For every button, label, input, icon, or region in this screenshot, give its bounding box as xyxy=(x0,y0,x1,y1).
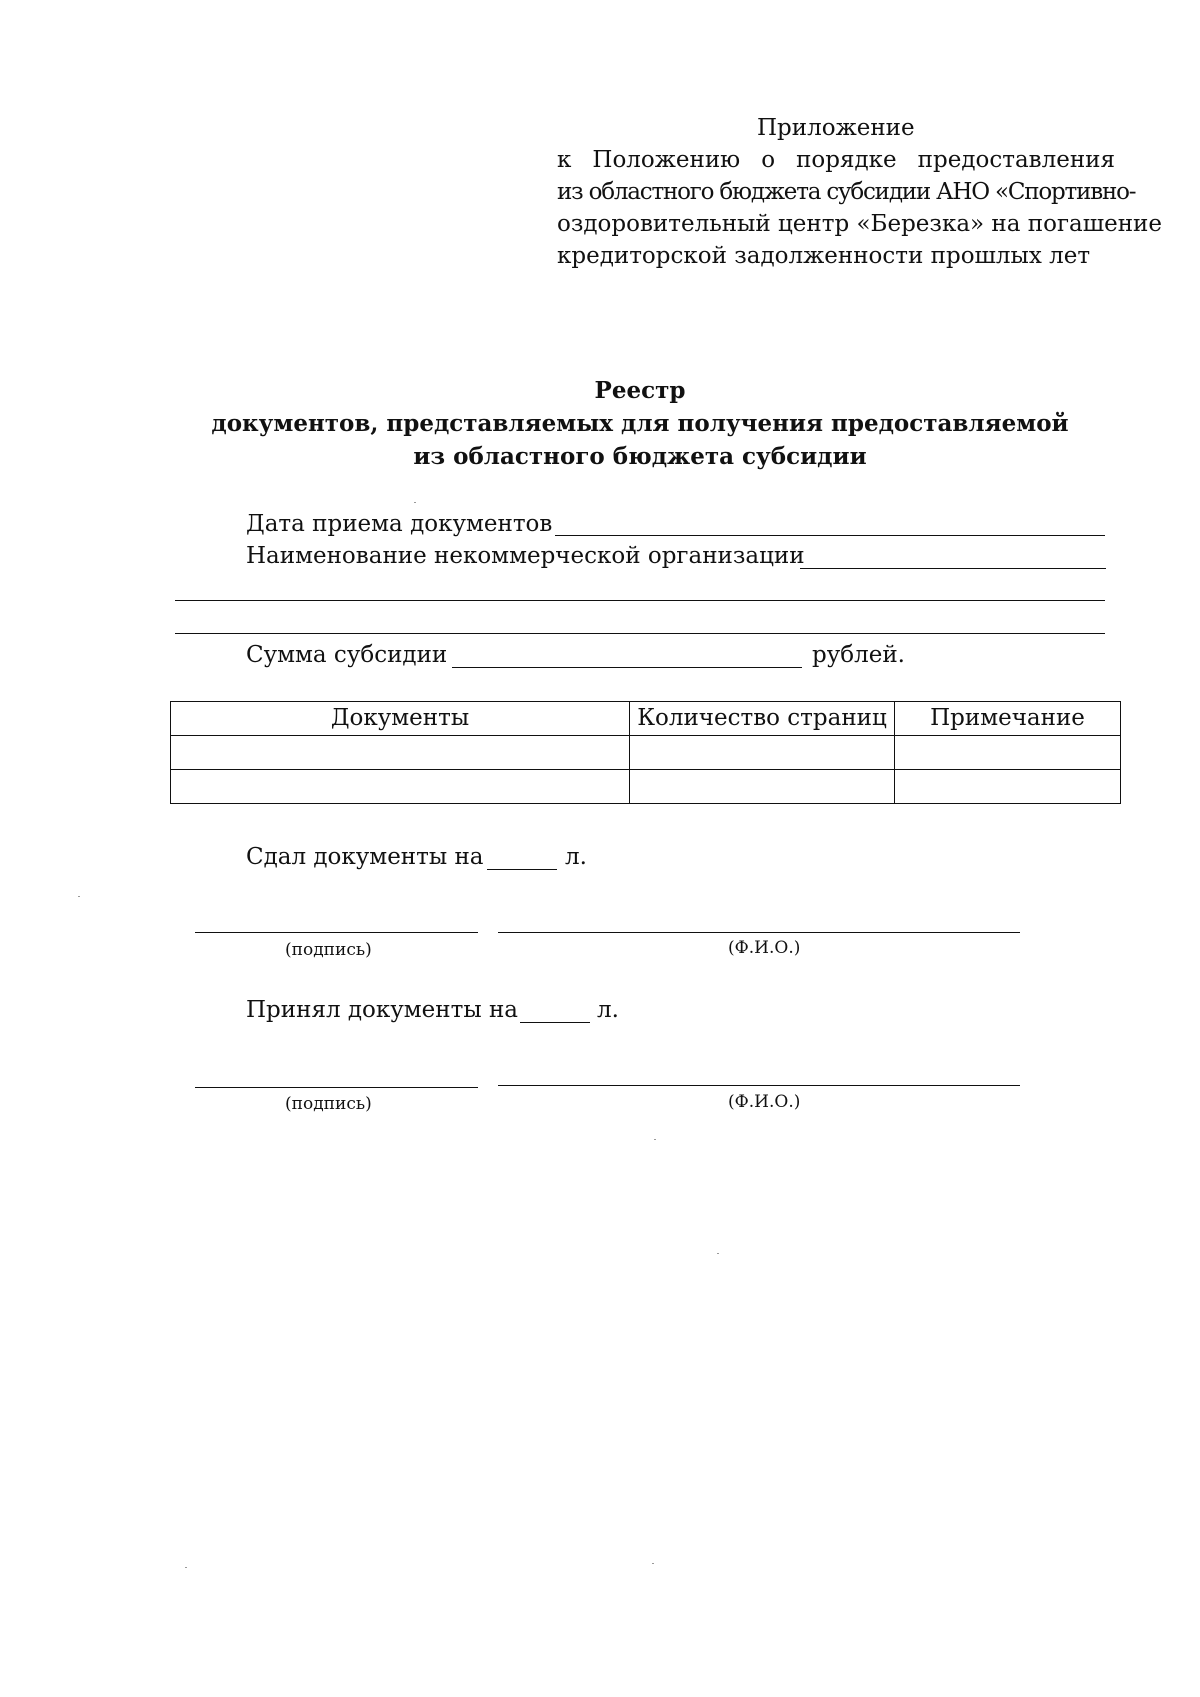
receipt-suffix: л. xyxy=(597,997,619,1023)
documents-table xyxy=(170,701,1121,804)
handover-signature-caption: (подпись) xyxy=(285,940,372,960)
handover-name-caption: (Ф.И.О.) xyxy=(728,938,801,958)
heading-title: Реестр xyxy=(594,377,686,404)
org-name-field-line-3[interactable] xyxy=(175,633,1105,634)
table-cell[interactable] xyxy=(895,770,1121,804)
heading-subtitle: документов, представляемых для получения предоставляемой xyxy=(211,410,1069,437)
header-documents: Документы xyxy=(171,702,630,736)
scan-speck xyxy=(414,502,416,503)
org-name-field-line[interactable] xyxy=(800,568,1106,569)
org-name-field-line-2[interactable] xyxy=(175,600,1105,601)
handover-name-line[interactable] xyxy=(498,932,1020,933)
document-heading xyxy=(200,374,1080,473)
org-name-label: Наименование некоммерческой организации xyxy=(246,543,805,569)
table-cell[interactable] xyxy=(630,770,895,804)
subsidy-sum-field-line[interactable] xyxy=(452,667,802,668)
subsidy-sum-unit: рублей. xyxy=(812,642,905,668)
receipt-label: Принял документы на xyxy=(246,997,519,1023)
handover-suffix: л. xyxy=(565,844,587,870)
table-row xyxy=(171,736,1121,770)
appendix-line: кредиторской задолженности прошлых лет xyxy=(557,243,1091,269)
subsidy-sum-label: Сумма субсидии xyxy=(246,642,448,668)
appendix-line: из областного бюджета субсидии АНО «Спортивно- xyxy=(557,179,1136,205)
scan-speck xyxy=(654,1139,656,1140)
handover-label: Сдал документы на xyxy=(246,844,484,870)
handover-signature-line[interactable] xyxy=(195,932,478,933)
table-header-row xyxy=(171,702,1121,736)
header-page-count: Количество страниц xyxy=(630,702,895,736)
date-field-line[interactable] xyxy=(555,535,1105,536)
scan-speck xyxy=(185,1567,187,1568)
table-cell[interactable] xyxy=(171,770,630,804)
appendix-title: Приложение xyxy=(757,115,915,141)
heading-subtitle-cont: из областного бюджета субсидии xyxy=(413,443,867,470)
receipt-name-line[interactable] xyxy=(498,1085,1020,1086)
table-row xyxy=(171,770,1121,804)
receipt-name-caption: (Ф.И.О.) xyxy=(728,1092,801,1112)
table-cell[interactable] xyxy=(171,736,630,770)
scan-speck xyxy=(717,1253,719,1254)
scan-speck xyxy=(78,896,80,897)
date-label: Дата приема документов xyxy=(246,511,553,537)
appendix-line: оздоровительный центр «Березка» на погашение xyxy=(557,211,1162,237)
table-cell[interactable] xyxy=(630,736,895,770)
receipt-pages-field-line[interactable] xyxy=(520,1022,590,1023)
handover-pages-field-line[interactable] xyxy=(487,869,557,870)
scan-speck xyxy=(652,1563,654,1564)
appendix-line: к Положению о порядке предоставления xyxy=(557,147,1115,173)
header-note: Примечание xyxy=(895,702,1121,736)
receipt-signature-line[interactable] xyxy=(195,1087,478,1088)
receipt-signature-caption: (подпись) xyxy=(285,1094,372,1114)
table-cell[interactable] xyxy=(895,736,1121,770)
